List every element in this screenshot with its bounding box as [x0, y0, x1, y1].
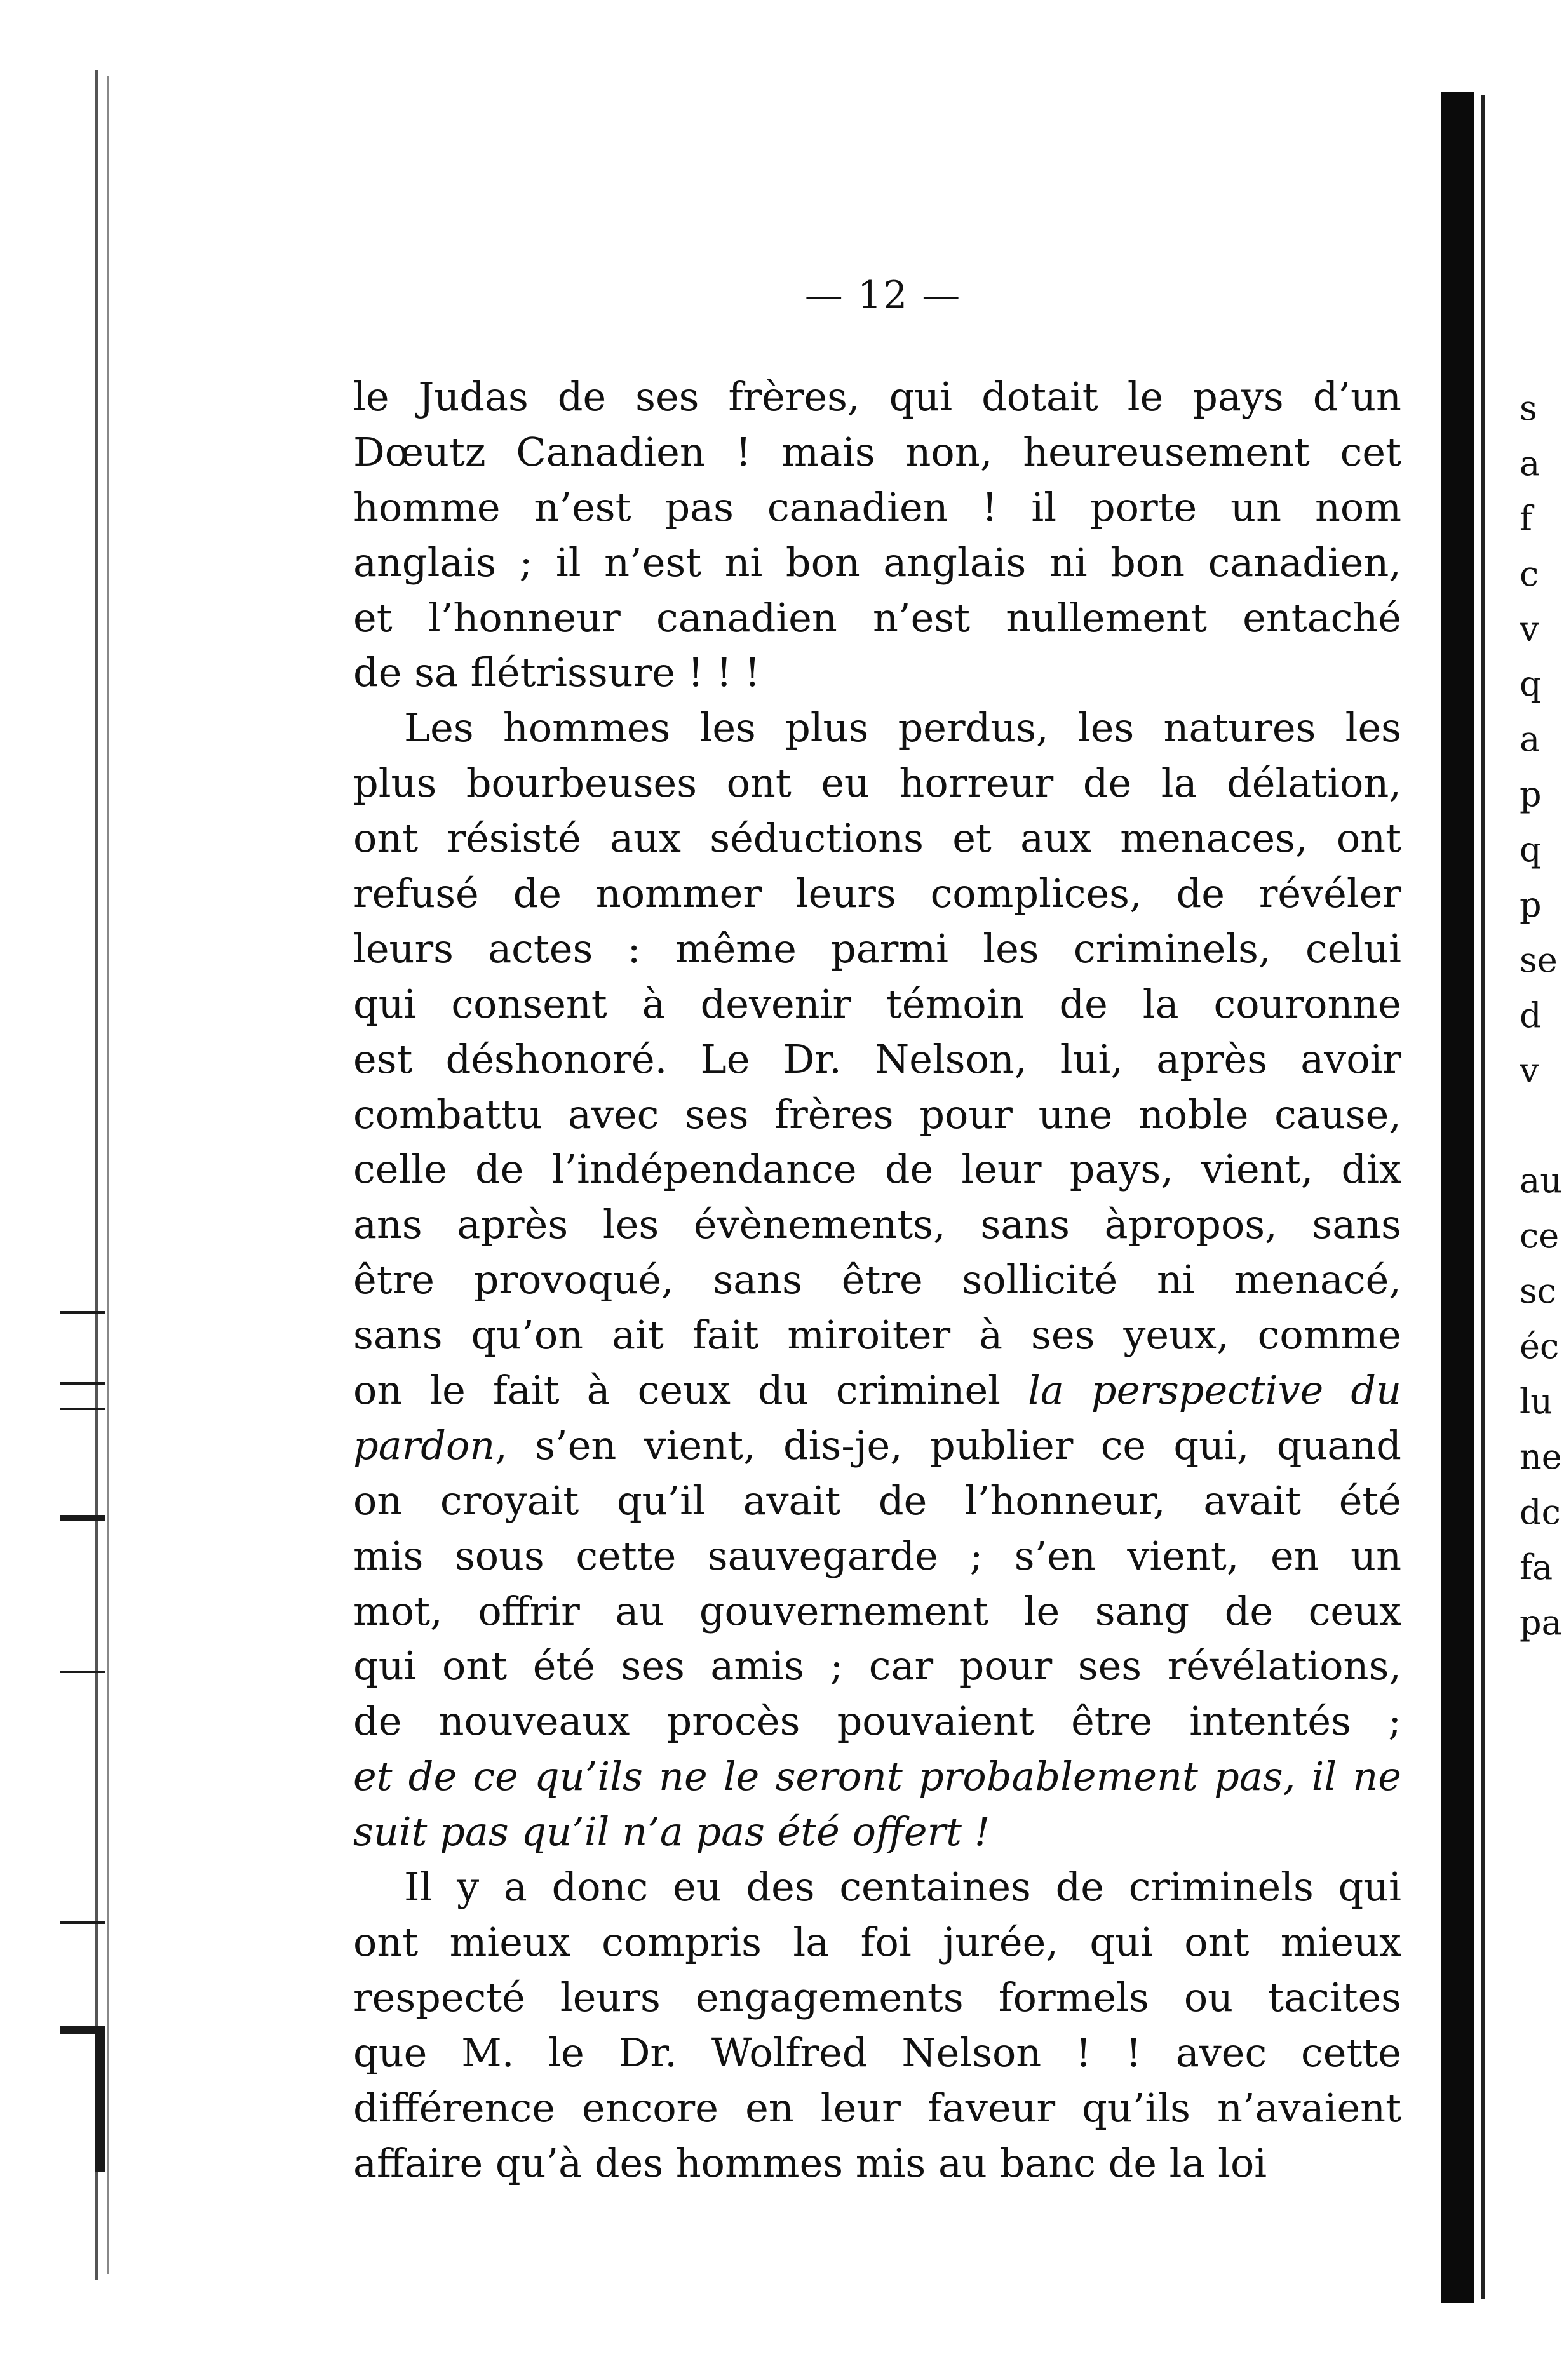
text-line: [353, 1363, 1401, 1418]
text-line: leurs actes : même parmi les criminels, celui: [353, 925, 1401, 972]
facing-page-fragment: p: [1520, 885, 1542, 925]
facing-page-fragment: d: [1520, 995, 1542, 1035]
facing-page-fragment: se: [1520, 939, 1558, 980]
text-line: ont mieux compris la foi jurée, qui ont mieux: [353, 1918, 1401, 1965]
italic-phrase: la perspective du: [1028, 1367, 1402, 1414]
text-line: être provoqué, sans être sollicité ni menacé,: [353, 1256, 1401, 1303]
text-line: est déshonoré. Le Dr. Nelson, lui, après avoir: [353, 1035, 1401, 1082]
text-line: ans après les évènements, sans àpropos, sans: [353, 1201, 1401, 1248]
body-text: [353, 370, 1401, 2191]
gutter-dash: [60, 1311, 105, 1314]
facing-page-fragment: s: [1520, 388, 1537, 428]
text-line: respecté leurs engagements formels ou tacites: [353, 1973, 1401, 2020]
facing-page-fragment: c: [1520, 553, 1539, 594]
gutter-dash: [60, 1921, 105, 1924]
binding-edge: [1481, 95, 1485, 2299]
text-line: de sa flétrissure ! ! !: [353, 649, 760, 696]
facing-page-fragment: q: [1520, 664, 1542, 704]
text-line: différence encore en leur faveur qu’ils n’avaient: [353, 2084, 1401, 2131]
facing-page-fragment: ce: [1520, 1216, 1560, 1256]
gutter-dash: [60, 1382, 105, 1385]
text-line: sans qu’on ait fait miroiter à ses yeux, comme: [353, 1312, 1401, 1359]
facing-page-fragment: lu: [1520, 1382, 1553, 1422]
text-line: Il y a donc eu des centaines de criminels qui: [404, 1864, 1401, 1911]
facing-page-fragment: pa: [1520, 1602, 1562, 1643]
facing-page-fragment: v: [1520, 608, 1539, 649]
facing-page-fragment: v: [1520, 1050, 1539, 1091]
facing-page-fragments: [1520, 381, 1564, 1650]
text-line: qui consent à devenir témoin de la couronne: [353, 980, 1401, 1027]
facing-page-fragment: dc: [1520, 1491, 1561, 1532]
text-line: de nouveaux procès pouvaient être intentés ;: [353, 1698, 1401, 1745]
facing-page-fragment: au: [1520, 1160, 1562, 1201]
binding-shadow: [1441, 92, 1474, 2303]
gutter-edge-line: [95, 70, 98, 2280]
text-line: [353, 1418, 1401, 1474]
text-line: mis sous cette sauvegarde ; s’en vient, en un: [353, 1532, 1401, 1579]
text-line: homme n’est pas canadien ! il porte un nom: [353, 483, 1401, 530]
text-line: combattu avec ses frères pour une noble cause,: [353, 1091, 1401, 1138]
text-line: anglais ; il n’est ni bon anglais ni bon canadien,: [353, 539, 1401, 586]
text-line: Dœutz Canadien ! mais non, heureusement cet: [353, 428, 1401, 475]
gutter-dash: [60, 1515, 105, 1521]
facing-page-fragment: a: [1520, 719, 1540, 760]
text-line: affaire qu’à des hommes mis au banc de la loi: [353, 2139, 1267, 2186]
text-line: qui ont été ses amis ; car pour ses révélations,: [353, 1643, 1401, 1690]
text-line: et de ce qu’ils ne le seront probablement pas, il ne: [353, 1753, 1401, 1800]
facing-page-fragment: a: [1520, 443, 1540, 483]
gutter-bracket: [95, 2026, 105, 2172]
facing-page-fragment: q: [1520, 830, 1542, 870]
facing-page-fragment: fa: [1520, 1547, 1553, 1587]
text-line: refusé de nommer leurs complices, de révéler: [353, 870, 1401, 917]
gutter-edge-line: [107, 76, 109, 2274]
text-line: que M. le Dr. Wolfred Nelson ! ! avec cette: [353, 2029, 1401, 2076]
gutter-dash: [60, 1408, 105, 1410]
text-line: le Judas de ses frères, qui dotait le pays d’un: [353, 373, 1401, 420]
gutter-dash: [60, 1671, 105, 1673]
line-text-segment: , s’en vient, dis-je, publier ce qui, quand: [495, 1422, 1401, 1469]
text-line: mot, offrir au gouvernement le sang de ceux: [353, 1587, 1401, 1634]
text-line: Les hommes les plus perdus, les natures les: [404, 704, 1401, 751]
line-text-segment: on le fait à ceux du criminel: [353, 1367, 1028, 1414]
facing-page-fragment: p: [1520, 774, 1542, 815]
facing-page-fragment: sc: [1520, 1271, 1556, 1312]
facing-page-fragment: éc: [1520, 1326, 1560, 1367]
text-line: on croyait qu’il avait de l’honneur, avait été: [353, 1477, 1401, 1524]
facing-page-fragment: f: [1520, 498, 1532, 539]
facing-page-fragment: [1520, 1099, 1564, 1154]
text-line: plus bourbeuses ont eu horreur de la délation,: [353, 760, 1401, 807]
page-number: — 12 —: [804, 273, 962, 318]
facing-page-fragment: ne: [1520, 1436, 1562, 1477]
italic-phrase: pardon: [353, 1422, 495, 1469]
text-line: suit pas qu’il n’a pas été offert !: [353, 1808, 990, 1855]
text-line: celle de l’indépendance de leur pays, vient, dix: [353, 1146, 1401, 1193]
text-line: ont résisté aux séductions et aux menaces, ont: [353, 815, 1401, 862]
text-line: et l’honneur canadien n’est nullement entaché: [353, 594, 1401, 641]
